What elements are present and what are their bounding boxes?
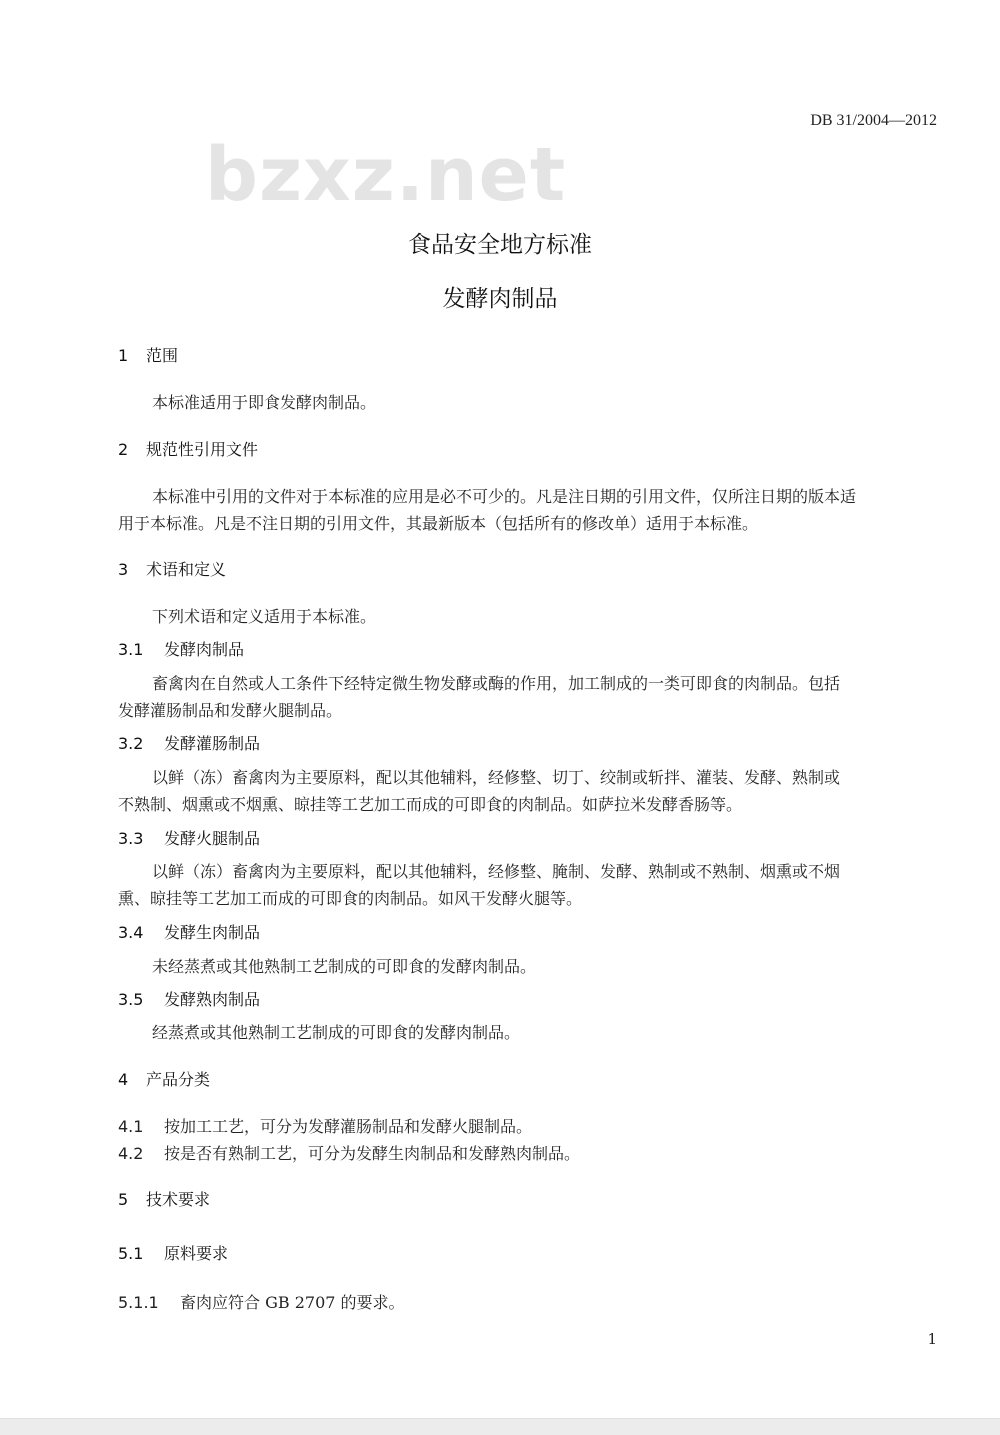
subsection-heading-3-3: 3.3 发酵火腿制品 [118, 829, 261, 848]
subsection-3-1-body-line1: 畜禽肉在自然或人工条件下经特定微生物发酵或酶的作用，加工制成的一类可即食的肉制品。包括 [152, 674, 841, 693]
section-1-body: 本标准适用于即食发酵肉制品。 [152, 393, 377, 412]
section-heading-3: 3 术语和定义 [118, 560, 227, 579]
subsection-3-5-body: 经蒸煮或其他熟制工艺制成的可即食的发酵肉制品。 [152, 1023, 521, 1042]
subsection-3-2-body-line1: 以鲜（冻）畜禽肉为主要原料，配以其他辅料，经修整、切丁、绞制或斩拌、灌装、发酵、熟制或 [152, 768, 841, 787]
subsection-3-3-body-line2: 熏、晾挂等工艺加工而成的可即食的肉制品。如风干发酵火腿等。 [118, 889, 583, 908]
document-subtitle: 发酵肉制品 [442, 286, 558, 312]
subsection-heading-3-1: 3.1 发酵肉制品 [118, 640, 245, 659]
clause-4-2: 4.2 按是否有熟制工艺，可分为发酵生肉制品和发酵熟肉制品。 [118, 1144, 581, 1163]
section-heading-4: 4 产品分类 [118, 1070, 211, 1089]
subsection-3-3-body-line1: 以鲜（冻）畜禽肉为主要原料，配以其他辅料，经修整、腌制、发酵、熟制或不熟制、烟熏或不烟 [152, 862, 841, 881]
watermark: bzxz.net [205, 132, 567, 218]
clause-5-1-1: 5.1.1 畜肉应符合 GB 2707 的要求。 [118, 1293, 405, 1312]
subsection-heading-5-1: 5.1 原料要求 [118, 1244, 229, 1263]
subsection-3-2-body-line2: 不熟制、烟熏或不烟熏、晾挂等工艺加工而成的可即食的肉制品。如萨拉米发酵香肠等。 [118, 795, 743, 814]
section-heading-1: 1 范围 [118, 346, 179, 365]
viewer-bottom-strip [0, 1418, 1000, 1435]
standard-code: DB 31/2004—2012 [810, 112, 937, 129]
section-heading-5: 5 技术要求 [118, 1190, 211, 1209]
subsection-heading-3-4: 3.4 发酵生肉制品 [118, 923, 261, 942]
section-3-body: 下列术语和定义适用于本标准。 [152, 607, 377, 626]
document-title: 食品安全地方标准 [408, 232, 592, 258]
section-heading-2: 2 规范性引用文件 [118, 440, 259, 459]
section-2-body-line2: 用于本标准。凡是不注日期的引用文件，其最新版本（包括所有的修改单）适用于本标准。 [118, 514, 759, 533]
section-2-body-line1: 本标准中引用的文件对于本标准的应用是必不可少的。凡是注日期的引用文件，仅所注日期的版本适 [152, 487, 857, 506]
subsection-3-1-body-line2: 发酵灌肠制品和发酵火腿制品。 [118, 701, 343, 720]
clause-4-1: 4.1 按加工工艺，可分为发酵灌肠制品和发酵火腿制品。 [118, 1117, 533, 1136]
subsection-heading-3-2: 3.2 发酵灌肠制品 [118, 734, 261, 753]
page-number: 1 [927, 1330, 937, 1348]
subsection-3-4-body: 未经蒸煮或其他熟制工艺制成的可即食的发酵肉制品。 [152, 957, 537, 976]
subsection-heading-3-5: 3.5 发酵熟肉制品 [118, 990, 261, 1009]
